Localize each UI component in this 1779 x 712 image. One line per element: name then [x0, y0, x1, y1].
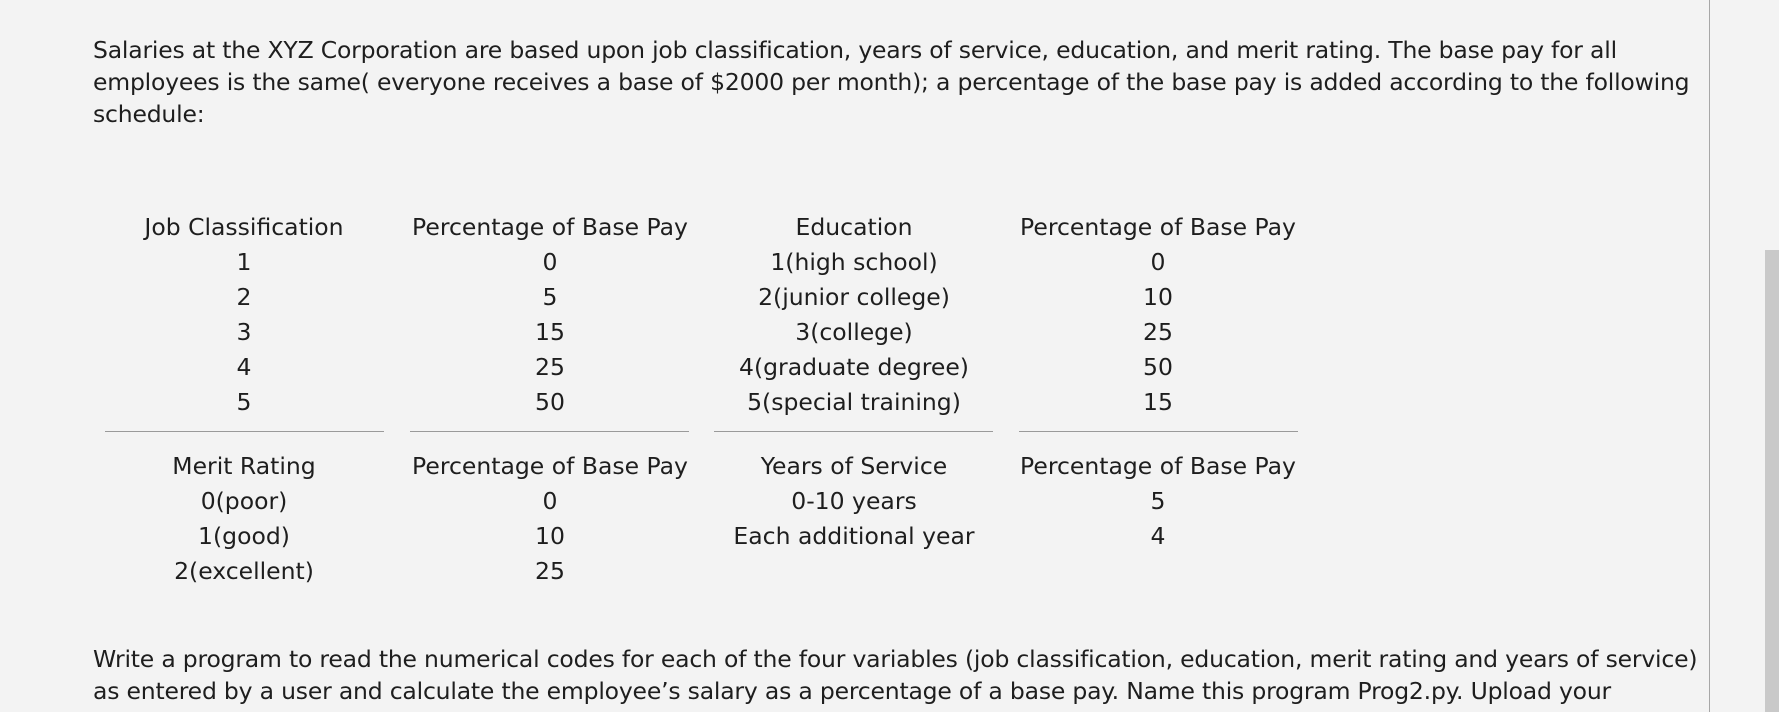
education-percentage-cell: 10: [1143, 283, 1173, 311]
instructions-paragraph: Write a program to read the numerical codes for each of the four variables (job classification, education, merit rating and years of service) as entered by a user and calculate the employee’s salary as a percentage of a base pay. Name this program Prog2.py. Upload your: [93, 645, 1698, 705]
merit-percentage-cell: 25: [535, 557, 565, 585]
job-percentage-header: Percentage of Base Pay: [412, 213, 688, 241]
job-classification-cell: 3: [236, 318, 252, 346]
education-cell: 2(junior college): [758, 283, 950, 311]
intro-paragraph: Salaries at the XYZ Corporation are based upon job classification, years of service, education, and merit rating. The base pay for all employees is the same( everyone receives a base of $2000 per month); a percentage of the base pay is added according to the following schedule:: [93, 36, 1690, 128]
service-percentage-header: Percentage of Base Pay: [1020, 452, 1296, 480]
merit-percentage-header: Percentage of Base Pay: [412, 452, 688, 480]
merit-rating-cell: 1(good): [198, 522, 290, 550]
job-percentage-cell: 25: [535, 353, 565, 381]
job-classification-cell: 2: [236, 283, 252, 311]
merit-rating-cell: 0(poor): [200, 487, 288, 515]
table-divider: [1019, 431, 1298, 432]
job-percentage-cell: 0: [542, 248, 558, 276]
education-percentage-header: Percentage of Base Pay: [1020, 213, 1296, 241]
education-percentage-cell: 25: [1143, 318, 1173, 346]
job-classification-cell: 4: [236, 353, 252, 381]
education-percentage-cell: 50: [1143, 353, 1173, 381]
merit-percentage-cell: 10: [535, 522, 565, 550]
education-percentage-cell: 15: [1143, 388, 1173, 416]
education-cell: 3(college): [795, 318, 913, 346]
education-percentage-cell: 0: [1150, 248, 1166, 276]
merit-rating-cell: 2(excellent): [174, 557, 314, 585]
job-classification-header: Job Classification: [144, 213, 344, 241]
job-classification-cell: 1: [236, 248, 252, 276]
education-cell: 4(graduate degree): [739, 353, 969, 381]
table-divider: [714, 431, 993, 432]
job-percentage-cell: 50: [535, 388, 565, 416]
education-header: Education: [795, 213, 913, 241]
service-percentage-cell: 5: [1150, 487, 1166, 515]
job-percentage-cell: 5: [542, 283, 558, 311]
merit-rating-header: Merit Rating: [172, 452, 316, 480]
table-divider: [105, 431, 384, 432]
job-percentage-cell: 15: [535, 318, 565, 346]
scrollbar-thumb[interactable]: [1765, 250, 1779, 712]
years-of-service-header: Years of Service: [760, 452, 948, 480]
job-classification-cell: 5: [236, 388, 252, 416]
merit-percentage-cell: 0: [542, 487, 558, 515]
service-percentage-cell: 4: [1150, 522, 1166, 550]
education-cell: 1(high school): [770, 248, 938, 276]
table-divider: [410, 431, 689, 432]
years-of-service-cell: 0-10 years: [791, 487, 917, 515]
years-of-service-cell: Each additional year: [733, 522, 975, 550]
education-cell: 5(special training): [747, 388, 961, 416]
